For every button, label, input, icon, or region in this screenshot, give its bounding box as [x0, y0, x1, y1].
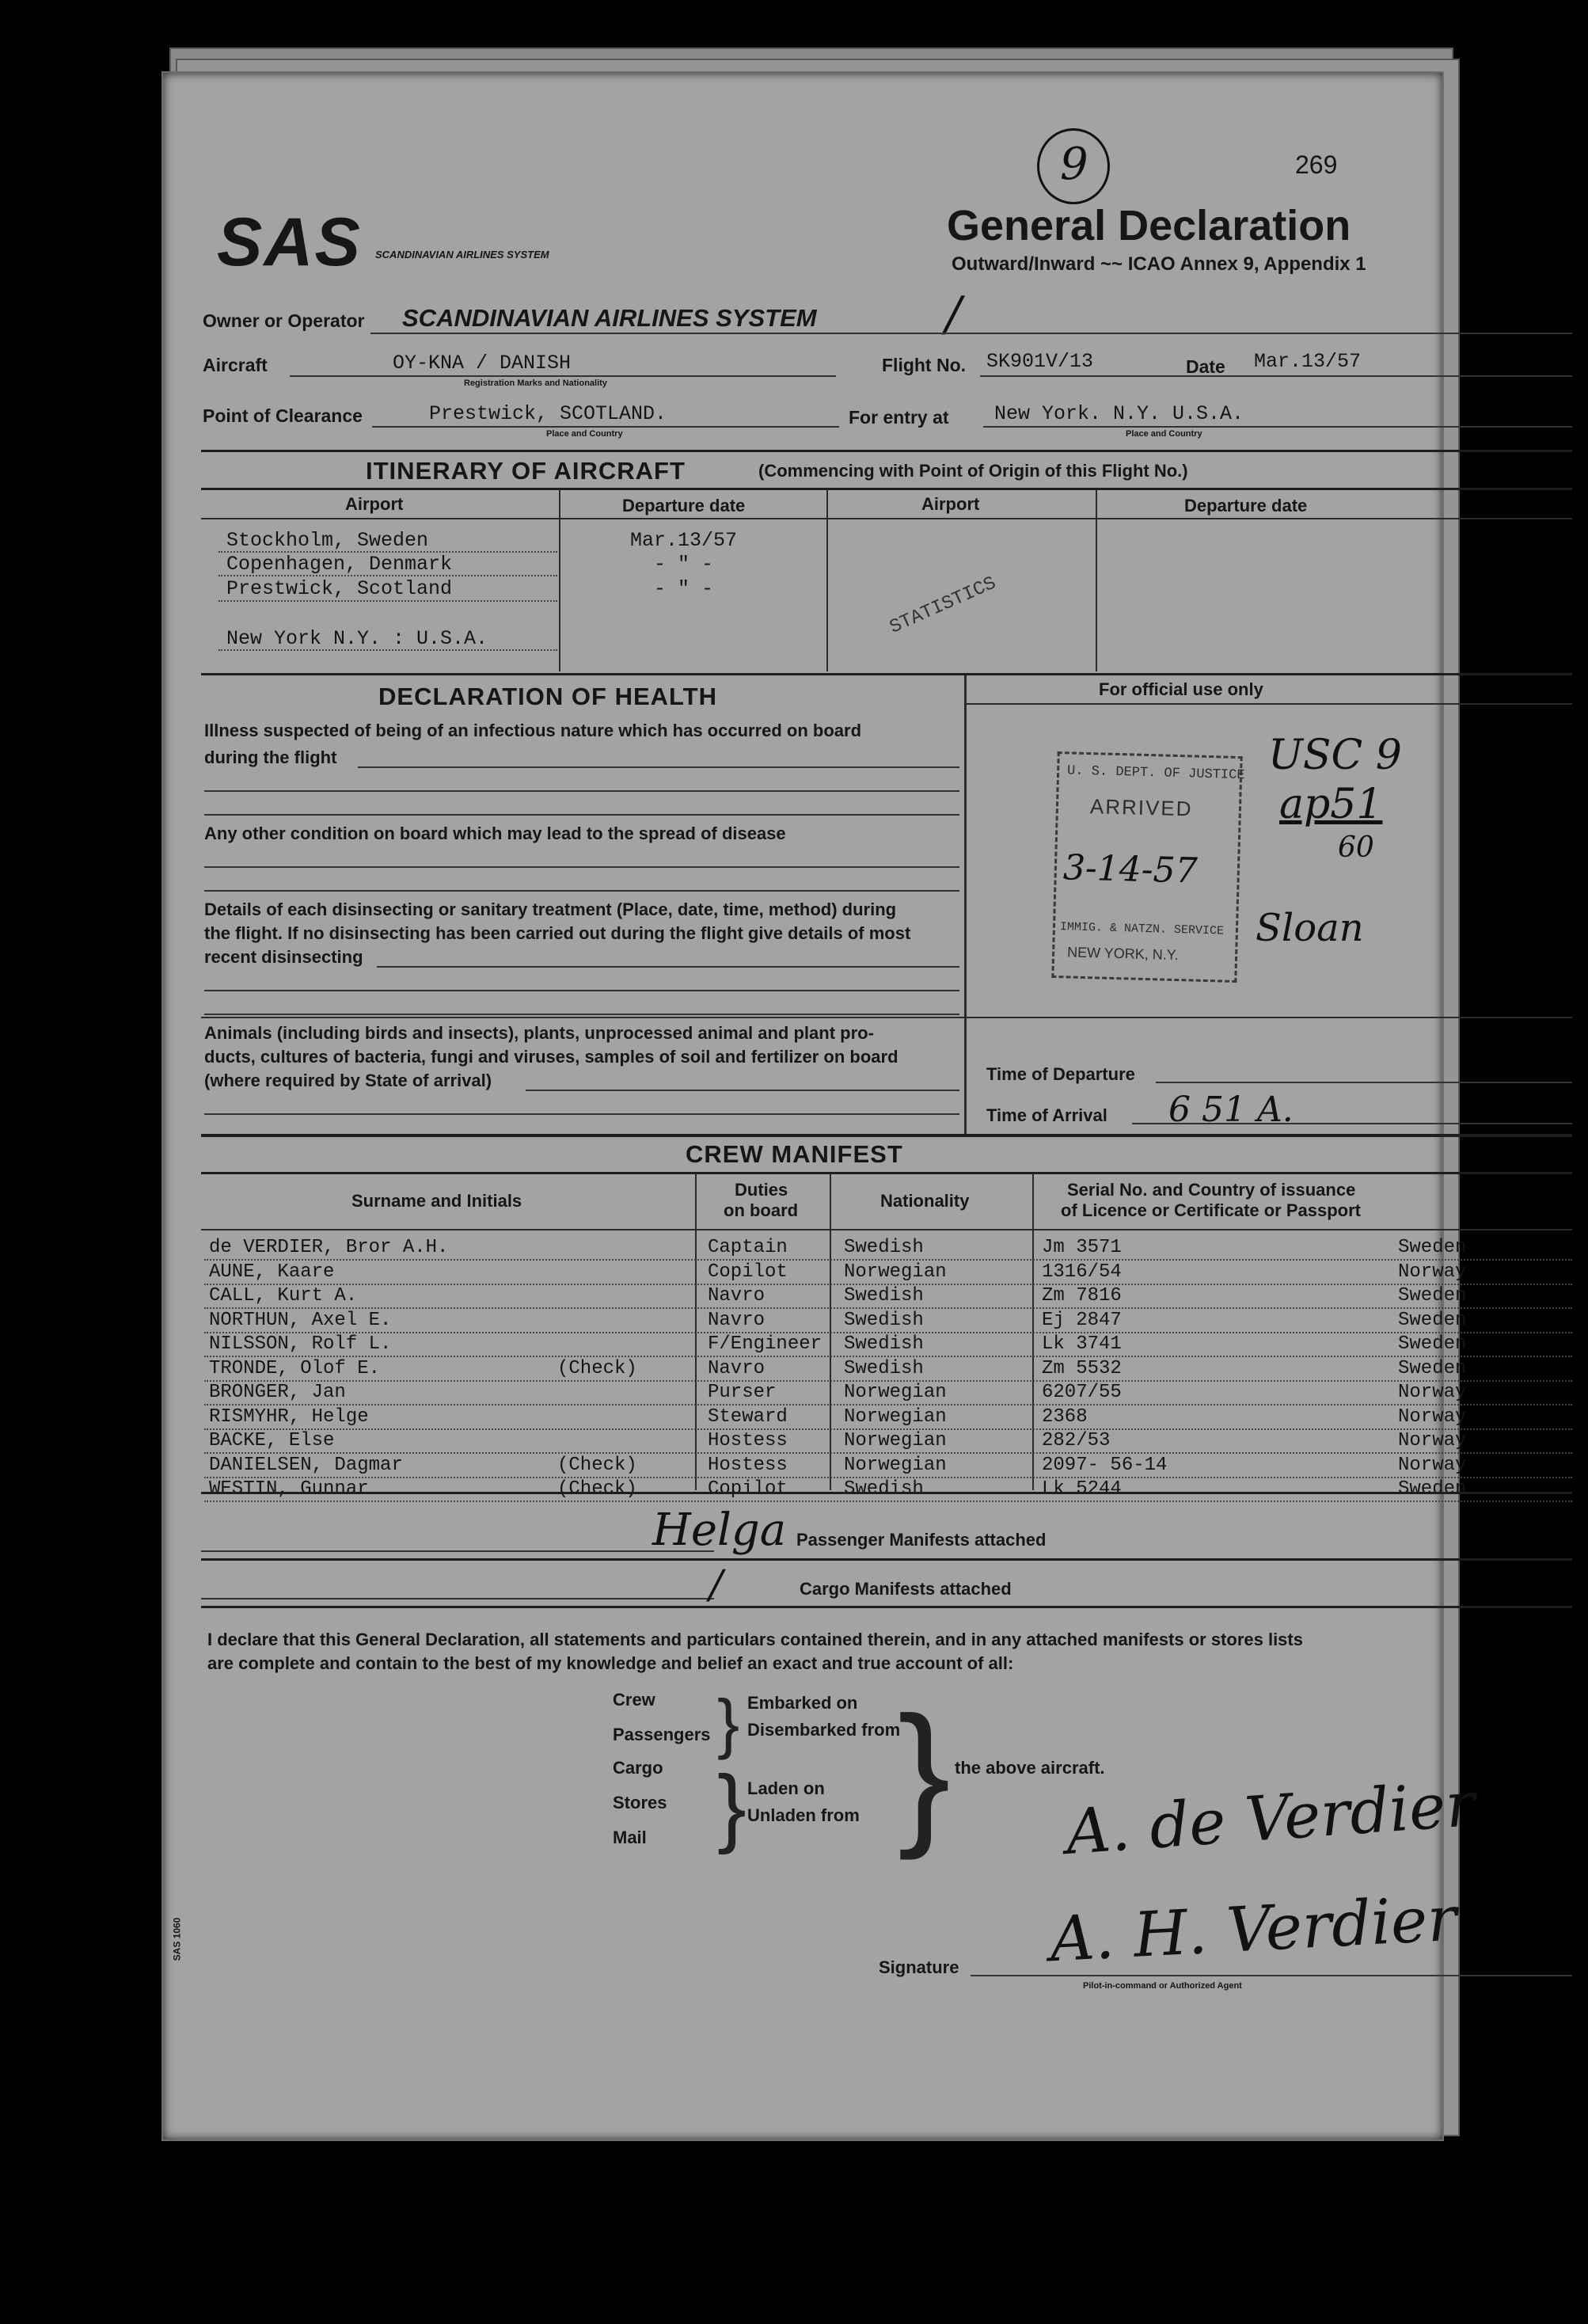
declaration-line-1: I declare that this General Declaration, all statements and particulars contained therein, and in any attached manifests or stores lists — [207, 1630, 1303, 1649]
owner-underline — [370, 333, 1572, 334]
crew-serial: Ej 2847 — [1042, 1309, 1122, 1331]
cargo-manifest-line — [201, 1598, 714, 1599]
official-hand-note: 60 — [1338, 831, 1374, 864]
health-q4a: Animals (including birds and insects), plants, unprocessed animal and plant pro- — [204, 1023, 874, 1043]
decl-list-mail: Mail — [613, 1828, 647, 1847]
health-rule — [201, 1017, 1572, 1018]
crew-name: TRONDE, Olof E. — [209, 1357, 381, 1379]
crew-serial: Lk 3741 — [1042, 1333, 1122, 1355]
flight-value: SK901V/13 — [986, 350, 1094, 373]
crew-duty: Hostess — [708, 1430, 788, 1451]
signature-caption: Pilot-in-command or Authorized Agent — [1083, 1981, 1242, 1991]
official-initials: Sloan — [1256, 906, 1364, 950]
itinerary-note: (Commencing with Point of Origin of this Flight No.) — [758, 461, 1188, 481]
itinerary-col-line — [559, 489, 560, 671]
itinerary-dotline — [218, 575, 557, 576]
official-hand-note: ap51 — [1279, 781, 1383, 828]
crew-name: BACKE, Else — [209, 1430, 335, 1451]
itinerary-col-line — [826, 489, 828, 671]
health-q3c: recent disinsecting — [204, 947, 363, 967]
bracket: } — [898, 1684, 951, 1861]
decl-unladen: Unladen from — [747, 1805, 860, 1825]
arrival-time-line — [1132, 1123, 1572, 1124]
health-line — [204, 1113, 959, 1115]
crew-duty: Navro — [708, 1309, 766, 1331]
aircraft-caption: Registration Marks and Nationality — [464, 378, 607, 388]
crew-duty: Captain — [708, 1237, 788, 1258]
crew-nationality: Swedish — [844, 1357, 924, 1379]
crew-duty: Copilot — [708, 1261, 788, 1283]
itinerary-dotline — [218, 600, 557, 602]
health-line — [204, 790, 959, 792]
crew-country: Sweden — [1398, 1333, 1467, 1355]
health-line — [526, 1090, 959, 1091]
crew-check: (Check) — [557, 1357, 637, 1379]
official-title: For official use only — [1099, 679, 1263, 699]
form-code: SAS 1060 — [171, 1917, 183, 1961]
crew-header-duties: on board — [724, 1200, 799, 1220]
crew-nationality: Norwegian — [844, 1454, 947, 1476]
crew-duty: Navro — [708, 1357, 766, 1379]
crew-header-rule — [201, 1172, 1572, 1174]
crew-serial: 6207/55 — [1042, 1382, 1122, 1403]
date-value: Mar.13/57 — [1254, 350, 1362, 373]
immigration-stamp — [1051, 751, 1245, 983]
signature-1: A. de Verdier — [1063, 1769, 1478, 1869]
stamp-line: ARRIVED — [1089, 794, 1193, 821]
crew-name: WESTIN, Gunnar — [209, 1478, 369, 1500]
itinerary-header-date-2: Departure date — [1184, 496, 1308, 515]
crew-serial: 2368 — [1042, 1405, 1088, 1428]
crew-name: BRONGER, Jan — [209, 1382, 346, 1403]
official-rule — [966, 703, 1572, 705]
health-divider — [964, 675, 967, 1134]
itinerary-airport: Stockholm, Sweden — [226, 529, 429, 552]
aircraft-label: Aircraft — [203, 355, 268, 375]
health-line — [204, 814, 959, 816]
health-title: DECLARATION OF HEALTH — [378, 683, 717, 710]
entry-value: New York. N.Y. U.S.A. — [994, 402, 1244, 425]
crew-serial: 1316/54 — [1042, 1261, 1122, 1283]
crew-nationality: Swedish — [844, 1285, 924, 1307]
itinerary-header-airport-1: Airport — [345, 494, 404, 514]
itinerary-title: ITINERARY OF AIRCRAFT — [366, 457, 686, 485]
itinerary-date: - " - — [654, 577, 714, 600]
crew-header-nationality: Nationality — [880, 1191, 970, 1211]
decl-above-aircraft: the above aircraft. — [955, 1758, 1105, 1778]
aircraft-underline — [290, 375, 836, 377]
crew-header-duties: Duties — [735, 1180, 788, 1200]
crew-bottom-rule — [201, 1492, 1572, 1494]
departure-time-label: Time of Departure — [986, 1064, 1135, 1084]
crew-nationality: Swedish — [844, 1309, 924, 1331]
crew-duty: Purser — [708, 1382, 777, 1403]
crew-country: Norway — [1398, 1454, 1467, 1476]
crew-country: Sweden — [1398, 1478, 1467, 1500]
owner-label: Owner or Operator — [203, 310, 365, 331]
crew-name: NORTHUN, Axel E. — [209, 1309, 392, 1331]
crew-country: Sweden — [1398, 1309, 1467, 1331]
health-line — [204, 890, 959, 892]
crew-name: AUNE, Kaare — [209, 1261, 335, 1283]
signature-2: A. H. Verdier — [1047, 1883, 1459, 1976]
decl-list-stores: Stores — [613, 1793, 667, 1812]
stamp-line: NEW YORK, N.Y. — [1066, 944, 1179, 964]
crew-country: Sweden — [1398, 1357, 1467, 1379]
statistics-stamp: STATISTICS — [887, 572, 1000, 639]
health-line — [204, 866, 959, 868]
passenger-manifest-line — [201, 1550, 714, 1552]
itinerary-top-rule — [201, 450, 1572, 452]
crew-nationality: Norwegian — [844, 1430, 947, 1451]
crew-duty: Copilot — [708, 1478, 788, 1500]
decl-list-passengers: Passengers — [613, 1725, 711, 1744]
crew-name: DANIELSEN, Dagmar — [209, 1454, 403, 1476]
itinerary-header-airport-2: Airport — [921, 494, 980, 514]
crew-country: Norway — [1398, 1382, 1467, 1403]
crew-serial: Zm 7816 — [1042, 1285, 1122, 1307]
crew-nationality: Swedish — [844, 1333, 924, 1355]
crew-country: Norway — [1398, 1430, 1467, 1451]
owner-value: SCANDINAVIAN AIRLINES SYSTEM — [402, 304, 817, 332]
bracket: } — [717, 1758, 747, 1855]
itinerary-header-rule — [201, 488, 1572, 490]
circled-number: 9 — [1037, 128, 1110, 204]
crew-country: Norway — [1398, 1405, 1467, 1428]
date-underline — [1244, 375, 1572, 377]
crew-header-surname: Surname and Initials — [351, 1191, 522, 1211]
decl-embarked: Embarked on — [747, 1693, 858, 1713]
passenger-manifest-label: Passenger Manifests attached — [796, 1530, 1047, 1550]
arrival-time-value: 6 51 A. — [1168, 1090, 1294, 1130]
crew-header-serial: Serial No. and Country of issuance — [1067, 1180, 1356, 1200]
itinerary-sub-rule — [201, 518, 1572, 519]
crew-header-serial: of Licence or Certificate or Passport — [1061, 1200, 1361, 1220]
decl-list-crew: Crew — [613, 1690, 655, 1710]
clearance-caption: Place and Country — [546, 429, 623, 439]
crew-title: CREW MANIFEST — [686, 1140, 903, 1168]
sas-logo-subtitle: SCANDINAVIAN AIRLINES SYSTEM — [375, 249, 549, 261]
crew-hand-note: Helga — [652, 1504, 787, 1556]
document-page — [161, 71, 1478, 2141]
date-label: Date — [1186, 356, 1225, 377]
cargo-hand-mark: / — [709, 1561, 723, 1607]
decl-disembarked: Disembarked from — [747, 1720, 901, 1740]
form-subtitle: Outward/Inward ~~ ICAO Annex 9, Appendix 1 — [952, 253, 1366, 275]
itinerary-airport: Copenhagen, Denmark — [226, 553, 453, 576]
crew-name: CALL, Kurt A. — [209, 1285, 358, 1307]
crew-duty: F/Engineer — [708, 1333, 822, 1355]
health-line — [204, 990, 959, 991]
health-line — [377, 966, 959, 968]
clearance-label: Point of Clearance — [203, 405, 363, 426]
crew-duty: Hostess — [708, 1454, 788, 1476]
crew-serial: Zm 5532 — [1042, 1357, 1122, 1379]
page-number: 269 — [1295, 150, 1338, 179]
itinerary-dotline — [218, 649, 557, 651]
official-hand-note: USC 9 — [1268, 732, 1402, 779]
health-q4c: (where required by State of arrival) — [204, 1071, 492, 1090]
health-q3a: Details of each disinsecting or sanitary treatment (Place, date, time, method) during — [204, 900, 897, 919]
crew-nationality: Norwegian — [844, 1382, 947, 1403]
declaration-line-2: are complete and contain to the best of my knowledge and belief an exact and true account of all: — [207, 1653, 1014, 1673]
clearance-underline — [372, 426, 839, 428]
crew-sub-rule — [201, 1229, 1572, 1230]
crew-check: (Check) — [557, 1454, 637, 1476]
crew-nationality: Swedish — [844, 1237, 924, 1258]
aircraft-value: OY-KNA / DANISH — [393, 352, 572, 375]
crew-country: Sweden — [1398, 1237, 1467, 1258]
crew-serial: Jm 3571 — [1042, 1237, 1122, 1258]
itinerary-col-line — [1096, 489, 1097, 671]
arrival-time-label: Time of Arrival — [986, 1105, 1107, 1125]
cargo-manifest-label: Cargo Manifests attached — [800, 1579, 1012, 1599]
crew-serial: 2097- 56-14 — [1042, 1454, 1168, 1476]
departure-time-line — [1156, 1082, 1572, 1083]
entry-label: For entry at — [849, 407, 949, 428]
crew-country: Sweden — [1398, 1285, 1467, 1307]
crew-country: Norway — [1398, 1261, 1467, 1283]
crew-serial: Lk 5244 — [1042, 1478, 1122, 1500]
itinerary-airport: New York N.Y. : U.S.A. — [226, 627, 488, 650]
health-top-rule — [201, 673, 1572, 675]
crew-nationality: Norwegian — [844, 1261, 947, 1283]
crew-check: (Check) — [557, 1478, 637, 1500]
entry-caption: Place and Country — [1126, 429, 1202, 439]
crew-nationality: Swedish — [844, 1478, 924, 1500]
crew-duty: Steward — [708, 1405, 788, 1428]
health-q2: Any other condition on board which may lead to the spread of disease — [204, 823, 786, 843]
itinerary-airport: Prestwick, Scotland — [226, 577, 453, 600]
crew-name: de VERDIER, Bror A.H. — [209, 1237, 449, 1258]
health-q4b: ducts, cultures of bacteria, fungi and viruses, samples of soil and fertilizer on board — [204, 1047, 898, 1067]
crew-duty: Navro — [708, 1285, 766, 1307]
form-title: General Declaration — [947, 202, 1351, 249]
manifest-rule — [201, 1558, 1572, 1561]
entry-underline — [983, 426, 1572, 428]
signature-line — [971, 1975, 1572, 1976]
clearance-value: Prestwick, SCOTLAND. — [429, 402, 667, 425]
health-line — [204, 1014, 959, 1015]
bracket: } — [717, 1686, 740, 1760]
crew-serial: 282/53 — [1042, 1430, 1111, 1451]
stamp-line: IMMIG. & NATZN. SERVICE — [1059, 920, 1225, 938]
decl-laden: Laden on — [747, 1778, 825, 1798]
crew-name: RISMYHR, Helge — [209, 1405, 369, 1428]
stamp-date: 3-14-57 — [1062, 847, 1199, 892]
crew-name: NILSSON, Rolf L. — [209, 1333, 392, 1355]
health-line — [358, 766, 959, 768]
itinerary-date: Mar.13/57 — [630, 529, 738, 552]
health-q3b: the flight. If no disinsecting has been carried out during the flight give details of most — [204, 923, 911, 943]
itinerary-header-date-1: Departure date — [622, 496, 746, 515]
crew-nationality: Norwegian — [844, 1405, 947, 1428]
flight-label: Flight No. — [882, 355, 967, 375]
sas-logo: SAS — [217, 204, 362, 280]
crew-row-line — [204, 1501, 1572, 1502]
itinerary-date: - " - — [654, 553, 714, 576]
owner-handmark: / — [945, 287, 962, 342]
stamp-line: U. S. DEPT. OF JUSTICE — [1066, 763, 1245, 784]
health-q1b: during the flight — [204, 747, 337, 767]
crew-top-rule — [201, 1134, 1572, 1137]
manifest-rule — [201, 1606, 1572, 1608]
signature-label: Signature — [879, 1957, 959, 1977]
health-q1: Illness suspected of being of an infectious nature which has occurred on board — [204, 721, 862, 740]
decl-list-cargo: Cargo — [613, 1758, 663, 1778]
